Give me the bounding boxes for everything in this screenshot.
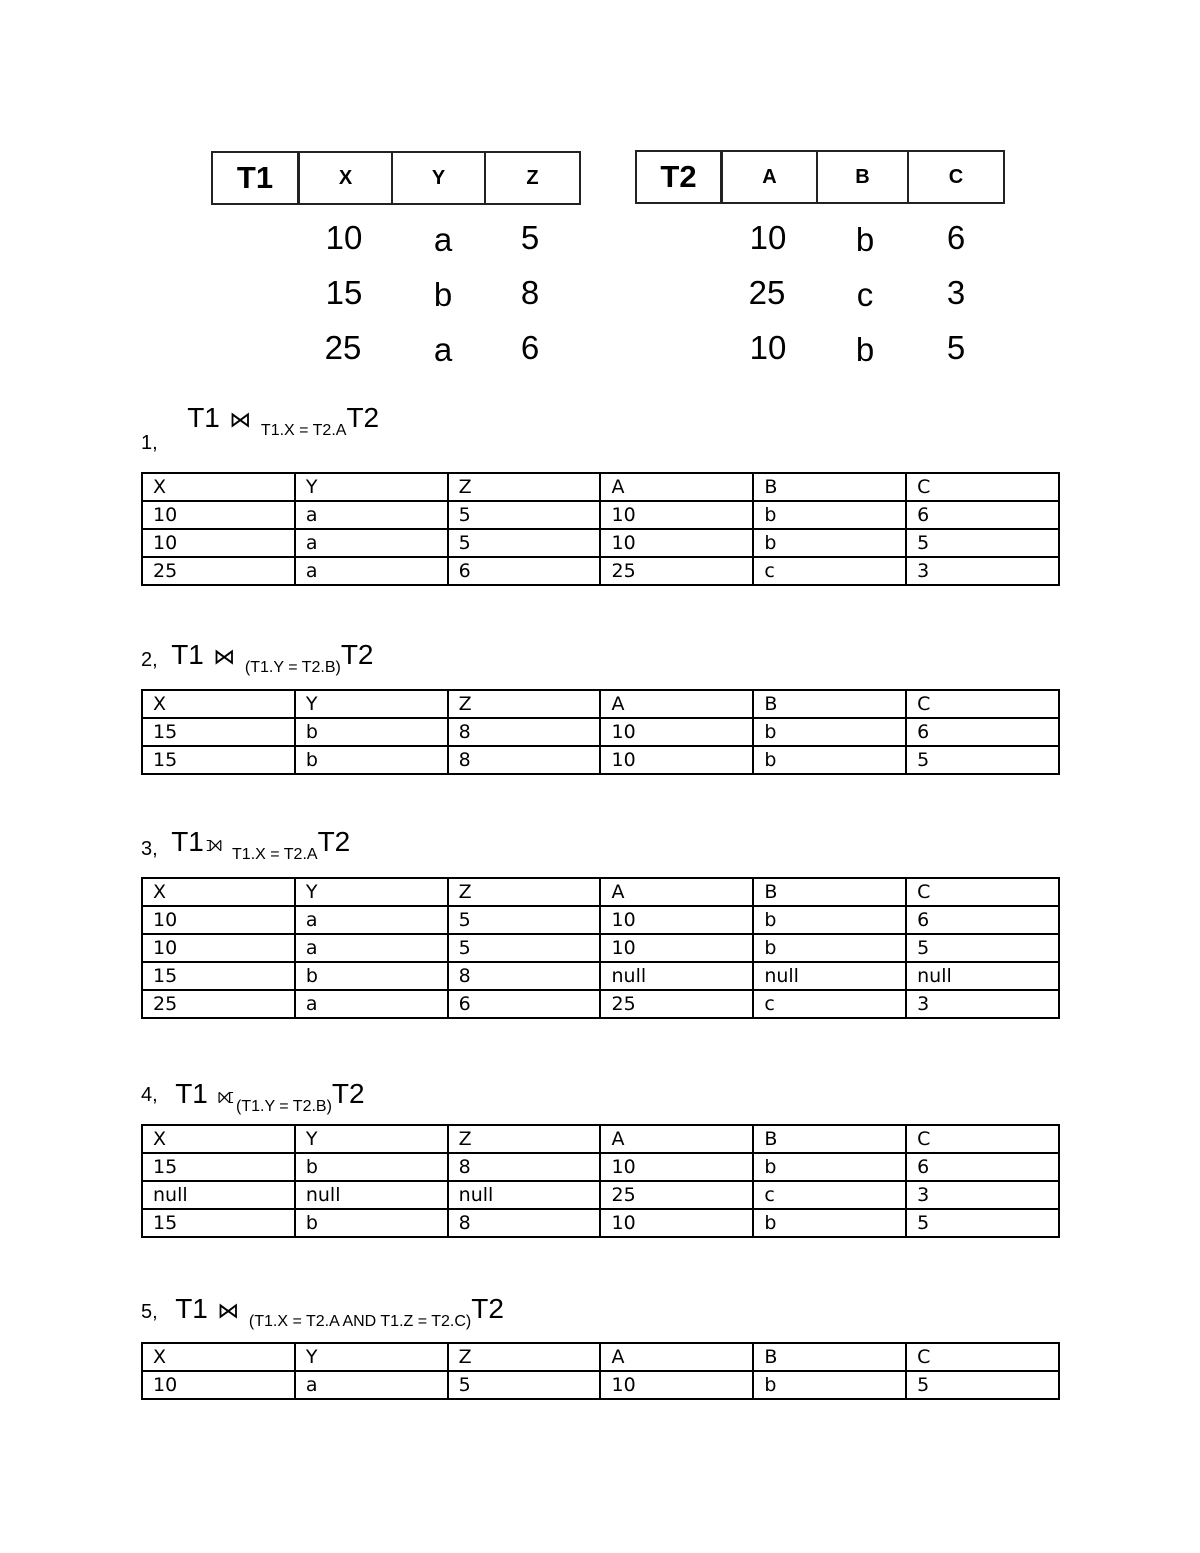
table-row (142, 934, 1059, 962)
table-cell: 5 (906, 746, 1059, 774)
table-cell: a (295, 501, 448, 529)
table-cell: 5 (448, 529, 601, 557)
table-row (142, 1209, 1059, 1237)
relation-t2-value: 25 (748, 274, 786, 311)
join-number: 1, (141, 432, 158, 454)
table-cell: b (753, 501, 906, 529)
table-cell: 25 (600, 990, 753, 1018)
relation-t1-value: 5 (520, 219, 540, 256)
column-header: A (600, 878, 753, 906)
table-cell: 6 (906, 906, 1059, 934)
table-row (142, 1153, 1059, 1181)
join-condition: T1.X = T2.A (232, 846, 318, 863)
join-expression-3 (141, 826, 351, 863)
join-condition: T1.X = T2.A (260, 422, 347, 439)
table-cell: a (295, 906, 448, 934)
column-header: X (142, 1343, 295, 1371)
table-row (142, 557, 1059, 585)
join-right-relation: T2 (346, 402, 380, 433)
relation-t1-value: 15 (325, 274, 363, 311)
table-cell: c (753, 1181, 906, 1209)
relation-t1-col-y: Y (391, 153, 484, 203)
join-condition: (T1.Y = T2.B) (244, 659, 341, 676)
join-right-relation: T2 (471, 1293, 504, 1324)
table-row (142, 501, 1059, 529)
column-header: A (600, 1125, 753, 1153)
column-header: Y (295, 473, 448, 501)
column-header: Y (295, 690, 448, 718)
table-row (142, 906, 1059, 934)
table-header-row (142, 1125, 1059, 1153)
table-cell: null (600, 962, 753, 990)
join-left-relation: T1 (171, 639, 204, 670)
table-cell: 5 (448, 501, 601, 529)
relation-t2-value: 5 (946, 329, 966, 366)
relation-t2-value: b (855, 331, 875, 368)
relation-t2-value: 6 (946, 219, 966, 256)
relation-t2-col-a: A (721, 152, 816, 202)
table-cell: 8 (448, 718, 601, 746)
join-number: 4, (141, 1084, 158, 1106)
relation-t1-value: b (433, 276, 453, 313)
table-cell: 10 (600, 906, 753, 934)
table-header-row (142, 473, 1059, 501)
column-header: B (753, 690, 906, 718)
table-cell: 5 (906, 529, 1059, 557)
table-cell: b (295, 962, 448, 990)
relation-t2-value: 10 (749, 219, 787, 256)
table-cell: 10 (142, 529, 295, 557)
relation-t1-value: 25 (324, 329, 362, 366)
table-cell: 5 (906, 1209, 1059, 1237)
relation-t1-value: 6 (520, 329, 540, 366)
relation-t1 (211, 151, 581, 371)
join-left-relation: T1 (187, 402, 220, 433)
join-left-relation: T1 (175, 1078, 208, 1109)
join-right-relation: T2 (340, 639, 374, 670)
table-cell: 15 (142, 718, 295, 746)
table-cell: a (295, 934, 448, 962)
column-header: B (753, 878, 906, 906)
table-cell: 6 (906, 718, 1059, 746)
column-header: Z (448, 473, 601, 501)
join-number: 5, (141, 1301, 158, 1323)
table-cell: 10 (600, 1153, 753, 1181)
table-cell: b (753, 529, 906, 557)
table-cell: 15 (142, 962, 295, 990)
table-cell: b (753, 934, 906, 962)
table-cell: 10 (142, 1371, 295, 1399)
relation-t1-header (211, 151, 581, 205)
table-cell: b (753, 1153, 906, 1181)
table-cell: 25 (142, 990, 295, 1018)
table-cell: 10 (142, 934, 295, 962)
table-cell: null (753, 962, 906, 990)
join-right-relation: T2 (331, 1078, 365, 1109)
result-table-2 (141, 689, 1060, 775)
column-header: C (906, 473, 1059, 501)
column-header: C (906, 1343, 1059, 1371)
column-header: C (906, 878, 1059, 906)
column-header: B (753, 1125, 906, 1153)
table-cell: 10 (600, 501, 753, 529)
join-operator-icon: ⟖ (217, 1083, 235, 1108)
relation-t2-col-b: B (816, 152, 907, 202)
column-header: X (142, 1125, 295, 1153)
table-cell: 3 (906, 1181, 1059, 1209)
relation-t1-col-z: Z (484, 153, 579, 203)
table-cell: 15 (142, 1153, 295, 1181)
table-cell: a (295, 990, 448, 1018)
result-table-3 (141, 877, 1060, 1019)
table-cell: a (295, 557, 448, 585)
join-right-relation: T2 (317, 826, 351, 857)
table-cell: 5 (448, 1371, 601, 1399)
table-cell: 6 (906, 1153, 1059, 1181)
column-header: Y (295, 1125, 448, 1153)
table-row (142, 529, 1059, 557)
column-header: X (142, 690, 295, 718)
table-cell: null (448, 1181, 601, 1209)
table-cell: 5 (906, 934, 1059, 962)
relation-t2-value: 3 (946, 274, 966, 311)
table-cell: 3 (906, 990, 1059, 1018)
join-operator-icon: ⟕ (205, 831, 223, 856)
join-number: 2, (141, 649, 158, 671)
column-header: A (600, 473, 753, 501)
table-cell: b (295, 1209, 448, 1237)
column-header: C (906, 1125, 1059, 1153)
join-condition: (T1.X = T2.A AND T1.Z = T2.C) (248, 1313, 472, 1330)
column-header: C (906, 690, 1059, 718)
column-header: X (142, 473, 295, 501)
table-cell: b (753, 746, 906, 774)
table-cell: b (295, 746, 448, 774)
table-cell: 8 (448, 962, 601, 990)
table-cell: c (753, 557, 906, 585)
table-header-row (142, 690, 1059, 718)
relation-t1-value: 10 (325, 219, 363, 256)
join-expression-2 (141, 639, 374, 676)
join-operator-icon: ⋈ (213, 644, 236, 669)
table-cell: 15 (142, 746, 295, 774)
column-header: X (142, 878, 295, 906)
table-cell: c (753, 990, 906, 1018)
join-condition: (T1.Y = T2.B) (236, 1098, 332, 1115)
column-header: Z (448, 878, 601, 906)
table-cell: 10 (600, 746, 753, 774)
table-cell: null (906, 962, 1059, 990)
column-header: A (600, 690, 753, 718)
table-cell: 10 (600, 718, 753, 746)
relation-t1-value: 8 (520, 274, 540, 311)
table-cell: 6 (448, 557, 601, 585)
relation-t2-value: 10 (749, 329, 787, 366)
table-cell: a (295, 529, 448, 557)
relation-t2-value: c (856, 276, 874, 313)
table-cell: 8 (448, 1209, 601, 1237)
table-cell: 15 (142, 1209, 295, 1237)
table-row (142, 1181, 1059, 1209)
column-header: Y (295, 1343, 448, 1371)
table-cell: b (295, 1153, 448, 1181)
table-cell: 10 (600, 1209, 753, 1237)
table-cell: b (753, 1371, 906, 1399)
table-cell: b (753, 718, 906, 746)
column-header: Z (448, 1125, 601, 1153)
join-operator-icon: ⋈ (229, 407, 252, 432)
table-cell: a (295, 1371, 448, 1399)
table-cell: null (295, 1181, 448, 1209)
table-header-row (142, 878, 1059, 906)
table-cell: 6 (448, 990, 601, 1018)
table-cell: 10 (142, 501, 295, 529)
join-expression-5 (141, 1293, 504, 1330)
table-cell: 8 (448, 746, 601, 774)
table-cell: 3 (906, 557, 1059, 585)
relation-t1-name: T1 (213, 153, 298, 203)
table-cell: 25 (142, 557, 295, 585)
table-cell: 10 (600, 934, 753, 962)
table-row (142, 1371, 1059, 1399)
result-table-1 (141, 472, 1060, 586)
column-header: Z (448, 1343, 601, 1371)
relation-t1-value: a (433, 221, 453, 258)
relation-t2-name: T2 (637, 152, 721, 202)
table-row (142, 990, 1059, 1018)
table-cell: 25 (600, 557, 753, 585)
relation-t2-header (635, 150, 1005, 204)
table-cell: b (753, 906, 906, 934)
column-header: B (753, 1343, 906, 1371)
relation-t2-value: b (855, 221, 875, 258)
table-cell: 10 (600, 1371, 753, 1399)
join-left-relation: T1 (175, 1293, 208, 1324)
join-expression-4 (141, 1078, 365, 1115)
table-cell: 10 (600, 529, 753, 557)
table-cell: b (753, 1209, 906, 1237)
table-cell: null (142, 1181, 295, 1209)
table-cell: 10 (142, 906, 295, 934)
join-left-relation: T1 (171, 826, 204, 857)
table-row (142, 746, 1059, 774)
result-table-4 (141, 1124, 1060, 1238)
table-cell: 6 (906, 501, 1059, 529)
column-header: B (753, 473, 906, 501)
relation-t1-col-x: X (298, 153, 391, 203)
join-expression-1 (141, 402, 380, 454)
column-header: Z (448, 690, 601, 718)
table-cell: 5 (448, 934, 601, 962)
table-row (142, 962, 1059, 990)
relation-t2-col-c: C (907, 152, 1003, 202)
join-operator-icon: ⋈ (217, 1298, 240, 1323)
table-cell: 25 (600, 1181, 753, 1209)
join-number: 3, (141, 838, 158, 860)
table-cell: 5 (448, 906, 601, 934)
result-table-5 (141, 1342, 1060, 1400)
column-header: Y (295, 878, 448, 906)
table-cell: b (295, 718, 448, 746)
table-cell: 8 (448, 1153, 601, 1181)
column-header: A (600, 1343, 753, 1371)
table-row (142, 718, 1059, 746)
relation-t1-value: a (433, 331, 453, 368)
table-header-row (142, 1343, 1059, 1371)
table-cell: 5 (906, 1371, 1059, 1399)
relation-t2 (635, 150, 1005, 370)
